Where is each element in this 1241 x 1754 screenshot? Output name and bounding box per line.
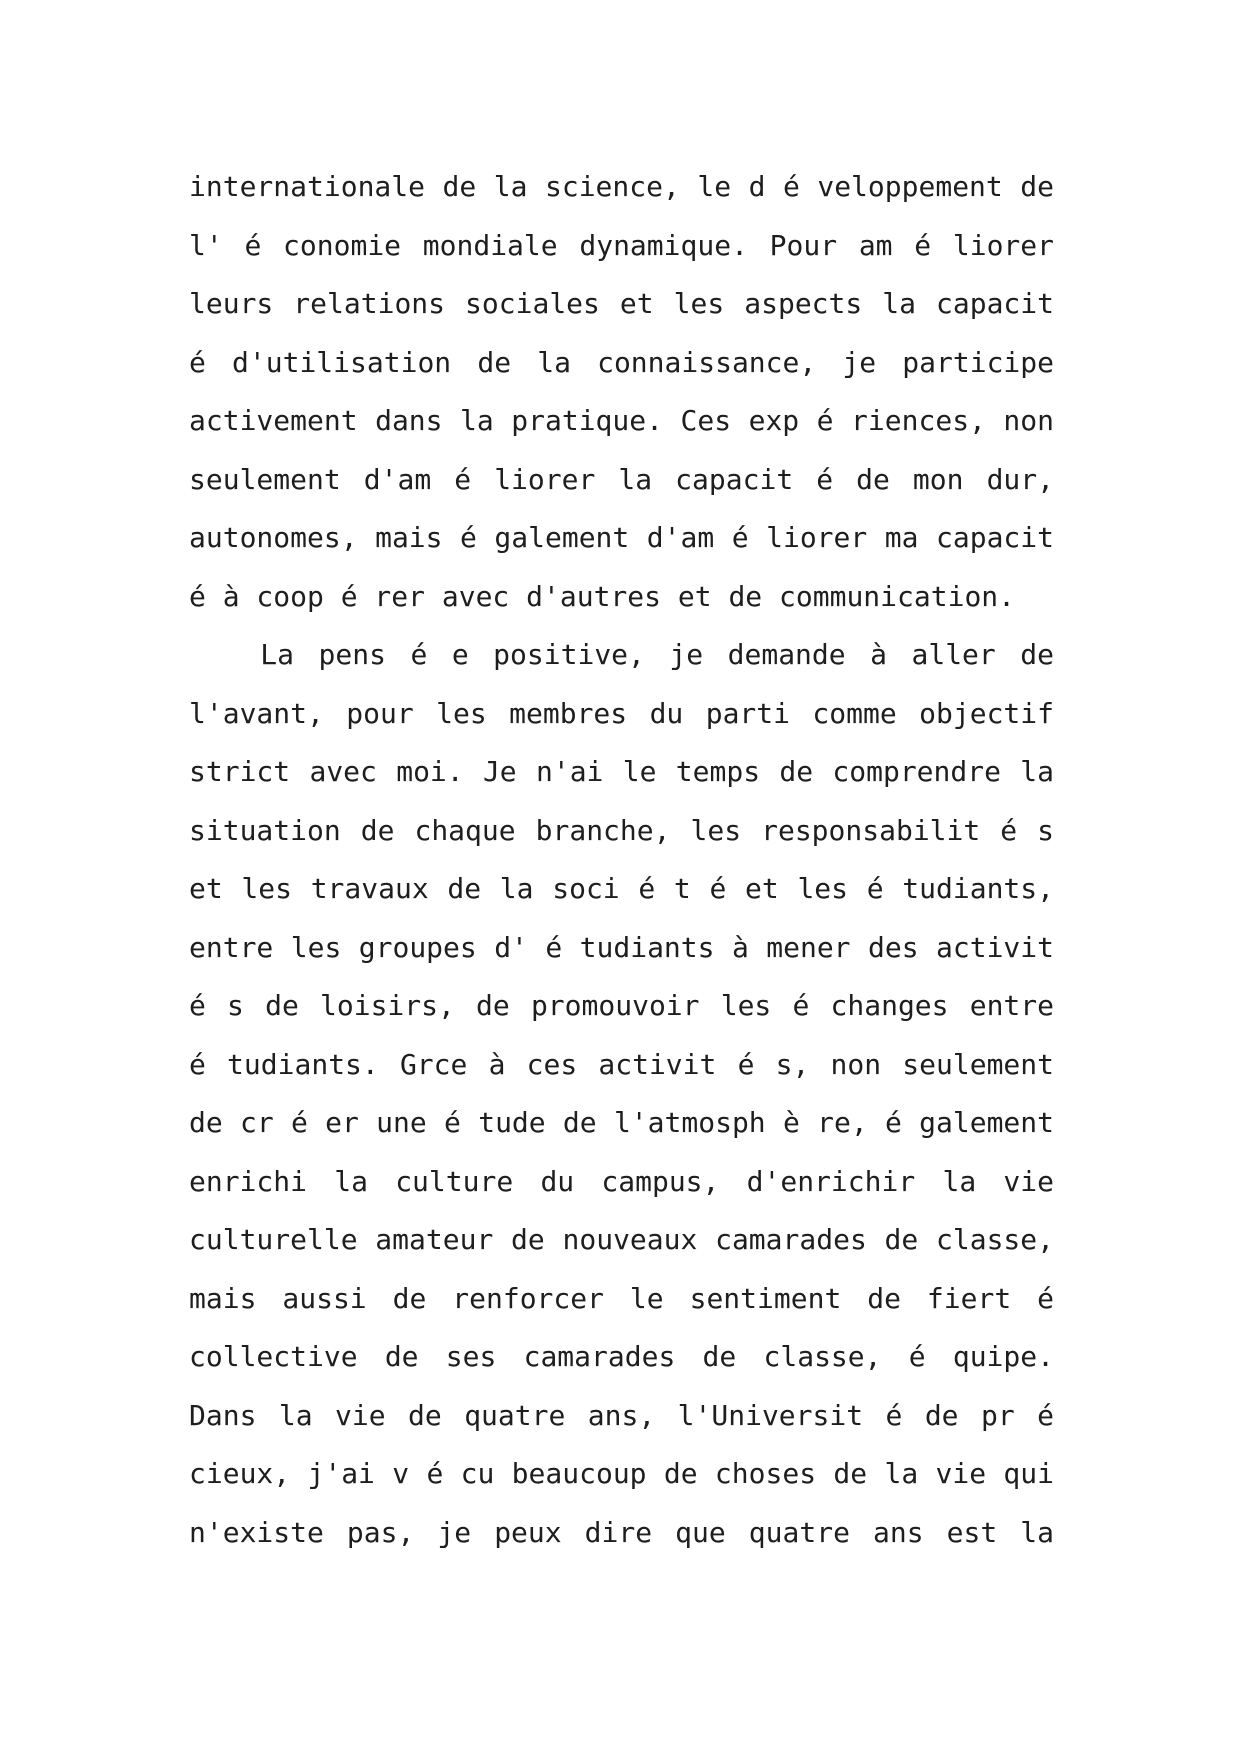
text-line-23: cieux, j'ai v é cu beaucoup de choses de la vie qui: [189, 1457, 1054, 1490]
text-line-1: internationale de la science, le d é veloppement de: [189, 170, 1054, 203]
text-line-5: activement dans la pratique. Ces exp é riences, non: [189, 404, 1054, 437]
body-text: [189, 158, 1054, 1562]
text-line-13: et les travaux de la soci é t é et les é tudiants,: [189, 872, 1054, 905]
text-line-17: de cr é er une é tude de l'atmosph è re, é galement: [189, 1106, 1054, 1139]
text-line-4: é d'utilisation de la connaissance, je participe: [189, 345, 1054, 379]
text-line-18: enrichi la culture du campus, d'enrichir la vie: [189, 1164, 1054, 1198]
text-line-24: n'existe pas, je peux dire que quatre ans est la: [189, 1515, 1054, 1549]
text-line-10: l'avant, pour les membres du parti comme objectif: [189, 696, 1054, 730]
text-line-12: situation de chaque branche, les responsabilit é s: [189, 813, 1054, 847]
text-line-11: strict avec moi. Je n'ai le temps de comprendre la: [189, 755, 1054, 788]
text-line-2: l' é conomie mondiale dynamique. Pour am é liorer: [189, 228, 1054, 262]
text-line-19: culturelle amateur de nouveaux camarades de classe,: [189, 1223, 1054, 1256]
text-line-8: é à coop é rer avec d'autres et de communication.: [189, 579, 1016, 613]
text-line-22: Dans la vie de quatre ans, l'Universit é de pr é: [189, 1398, 1054, 1432]
text-line-6: seulement d'am é liorer la capacit é de mon dur,: [189, 462, 1054, 496]
text-line-14: entre les groupes d' é tudiants à mener des activit: [189, 930, 1054, 964]
text-line-20: mais aussi de renforcer le sentiment de fiert é: [189, 1281, 1054, 1315]
text-line-9: La pens é e positive, je demande à aller de: [189, 638, 1054, 671]
text-line-16: é tudiants. Grce à ces activit é s, non seulement: [189, 1047, 1054, 1081]
text-line-3: leurs relations sociales et les aspects la capacit: [189, 287, 1054, 320]
text-line-7: autonomes, mais é galement d'am é liorer ma capacit: [189, 521, 1054, 554]
text-line-21: collective de ses camarades de classe, é quipe.: [189, 1340, 1054, 1373]
text-line-15: é s de loisirs, de promouvoir les é changes entre: [189, 989, 1054, 1022]
